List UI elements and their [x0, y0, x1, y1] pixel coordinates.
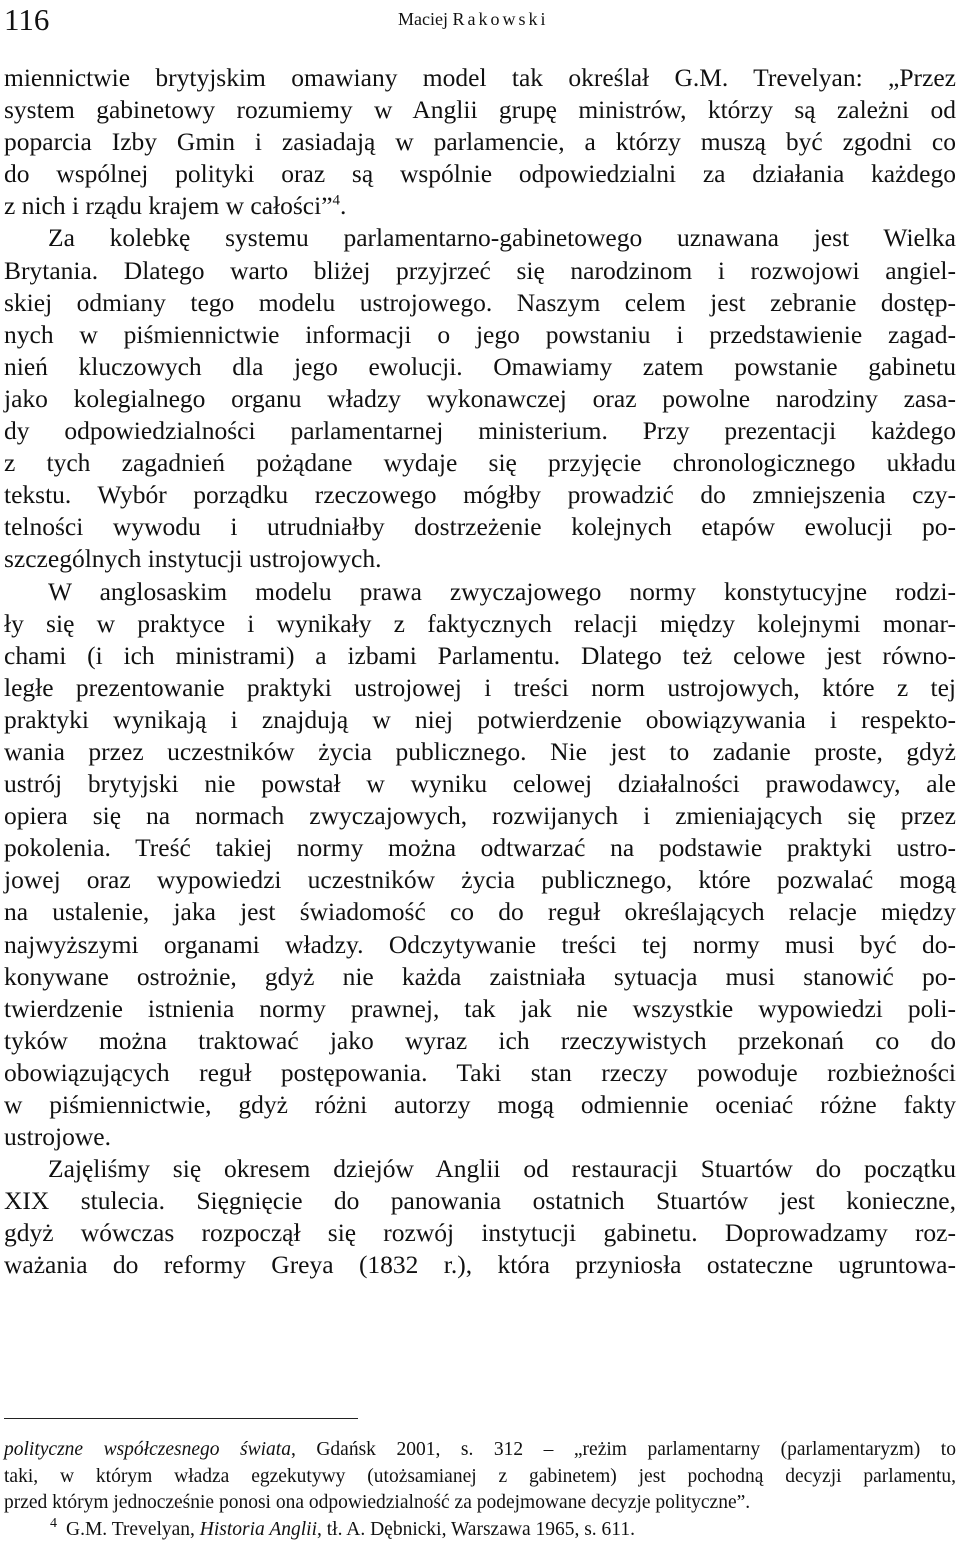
body-line: praktyki wynikają i znajdują w niej potwierdzenie obowiązywania i respekto-: [4, 704, 956, 734]
body-line: na ustalenie, jaka jest świadomość co do reguł określających relacje między: [4, 897, 956, 927]
body-line: chami (i ich ministrami) a izbami Parlamentu. Dlatego też celowe jest równo-: [4, 640, 956, 670]
body-line: ustrój brytyjski nie powstał w wyniku celowej działalności prawodawcy, ale: [4, 769, 956, 799]
footnote-rule: [4, 1418, 358, 1419]
body-line: ległe prezentowanie praktyki ustrojowej i treści norm ustrojowych, które z tej: [4, 672, 956, 702]
body-line: tyków można traktować jako wyraz ich rzeczywistych przekonań co do: [4, 1025, 956, 1055]
body-text: [4, 62, 956, 1282]
body-line: miennictwie brytyjskim omawiany model tak określał G.M. Trevelyan: „Przez: [4, 63, 956, 92]
body-line: nień kluczowych dla jego ewolucji. Omawiamy zatem powstanie gabinetu: [4, 351, 956, 381]
body-line: poparcia Izby Gmin i zasiadają w parlamencie, a którzy muszą być zgodni co: [4, 127, 956, 157]
footnote-continuation-line: przed którym jednocześnie ponosi ona odpowiedzialność za podejmowane decyzje polityczne”.: [4, 1492, 751, 1513]
body-line: w piśmiennictwie, gdyż różni autorzy mogą odmiennie oceniać różne fakty: [4, 1090, 956, 1119]
body-line: twierdzenie istnienia normy prawnej, tak jak nie wszystkie wypowiedzi poli-: [4, 993, 956, 1023]
footnotes: [4, 1437, 956, 1543]
footnote-reference: 4: [332, 192, 341, 209]
author-surname: Rakowski: [452, 9, 549, 29]
body-line: Brytania. Dlatego warto bliżej przyjrzeć się narodzinom i rozwojowi angiel-: [4, 255, 956, 285]
running-head: [398, 7, 548, 31]
body-line: opiera się na normach zwyczajowych, rozwijanych i zmieniających się przez: [4, 801, 956, 831]
footnote-4: [4, 1517, 956, 1544]
body-line: [4, 190, 956, 222]
body-line: system gabinetowy rozumiemy w Anglii grupę ministrów, którzy są zależni od: [4, 95, 956, 125]
body-line: W anglosaskim modelu prawa zwyczajowego normy konstytucyjne rodzi-: [48, 576, 956, 606]
footnote-marker: 4: [50, 1515, 57, 1531]
body-line: z tych zagadnień pożądane wydaje się przyjęcie chronologicznego układu: [4, 448, 956, 478]
body-line: konywane ostrożnie, gdyż nie każda zaistniała sytuacja musi stanowić po-: [4, 961, 956, 991]
body-line: jowej oraz wypowiedzi uczestników życia publicznego, które pozwalać mogą: [4, 865, 956, 895]
body-line: Za kolebkę systemu parlamentarno-gabinetowego uznawana jest Wielka: [48, 223, 956, 253]
body-line: pokolenia. Treść takiej normy można odtwarzać na podstawie praktyki ustro-: [4, 833, 956, 863]
page-number: 116: [4, 2, 50, 37]
body-line: obowiązujących reguł postępowania. Taki stan rzeczy powoduje rozbieżności: [4, 1057, 956, 1087]
footnote-continuation-line: [4, 1437, 956, 1464]
footnote-italic-title: Historia Anglii: [199, 1518, 317, 1540]
body-line: ważania do reformy Greya (1832 r.), która przyniosła ostateczne ugruntowa-: [4, 1250, 956, 1280]
body-line: tekstu. Wybór porządku rzeczowego mógłby prowadzić do zmniejszenia czy-: [4, 480, 956, 510]
body-line: Zajęliśmy się okresem dziejów Anglii od restauracji Stuartów do początku: [48, 1154, 956, 1184]
author-first-name: Maciej: [398, 9, 448, 29]
body-line: jako kolegialnego organu władzy wykonawczej oraz powolne narodziny zasa-: [4, 383, 956, 413]
body-line: nych w piśmiennictwie informacji o jego powstaniu i przedstawienie zagad-: [4, 319, 956, 349]
body-line: wania przez uczestników życia publicznego. Nie jest to zadanie proste, gdyż: [4, 736, 956, 766]
body-line: ustrojowe.: [4, 1122, 111, 1152]
body-line: dy odpowiedzialności parlamentarnej ministerium. Przy prezentacji każdego: [4, 416, 956, 446]
footnote-italic-title: polityczne współczesnego świata: [4, 1439, 291, 1460]
footnote-continuation-line: taki, w którym władza egzekutywy (utożsamianej z gabinetem) jest pochodną decyzji parlamentu,: [4, 1465, 956, 1487]
body-line-text: z nich i rządu krajem w całości”: [4, 191, 333, 221]
body-line: telności wywodu i utrudniałby dostrzeżenie kolejnych etapów ewolucji po-: [4, 512, 956, 542]
body-line: skiej odmiany tego modelu ustrojowego. Naszym celem jest zebranie dostęp-: [4, 287, 956, 317]
body-line: XIX stulecia. Sięgnięcie do panowania ostatnich Stuartów jest konieczne,: [4, 1186, 956, 1216]
body-line: ły się w praktyce i wynikały z faktycznych relacji między kolejnymi monar-: [4, 608, 956, 638]
footnote-text: , Gdańsk 2001, s. 312 – „reżim parlamentarny (parlamentaryzm) to: [290, 1439, 956, 1460]
body-line: szczególnych instytucji ustrojowych.: [4, 544, 382, 574]
body-line: najwyższymi organami władzy. Odczytywanie treści tej normy musi być do-: [4, 929, 956, 959]
body-line: gdyż wówczas rozpoczął się rozwój instytucji gabinetu. Doprowadzamy roz-: [4, 1218, 956, 1248]
footnote-text: , tł. A. Dębnicki, Warszawa 1965, s. 611.: [317, 1518, 635, 1540]
sentence-period: .: [340, 191, 347, 221]
body-line: do wspólnej polityki oraz są wspólnie odpowiedzialni za działania każdego: [4, 159, 956, 189]
footnote-text: G.M. Trevelyan,: [66, 1518, 200, 1540]
